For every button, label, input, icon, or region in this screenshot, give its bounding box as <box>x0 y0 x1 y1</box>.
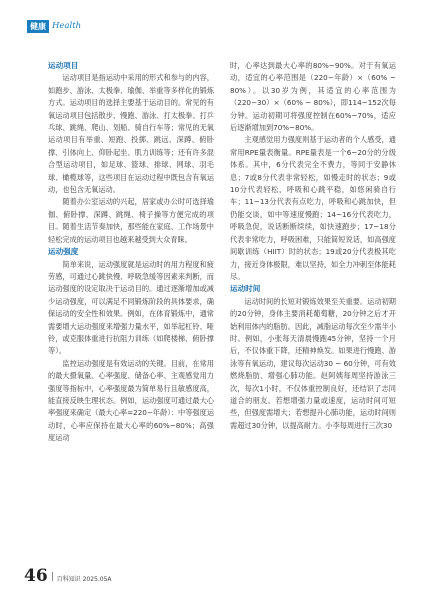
paragraph: 时，心率达到最大心率的80%~90%。对于有氧运动，适宜的心率范围是（220−年龄）×（60% ~ 80%）。以30岁为例，其适宜的心率范围为（220−30）×（60% ~ 80%），即114~152次每分钟。运动初期可将强度控制在60%~70%，适应后逐渐增加到70%~80%。 <box>230 61 396 133</box>
issue-label: 百科知识 2025.05A <box>56 576 112 583</box>
footer-divider <box>52 572 53 581</box>
page-footer <box>24 566 112 586</box>
page-number: 46 <box>24 566 48 586</box>
section-heading: 运动时间 <box>230 284 261 294</box>
left-column <box>48 60 214 445</box>
paragraph: 随着办公室运动的兴起，居家或办公时可选择瑜伽、俯卧撑、深蹲、跳绳、椅子操等方便完成的项目。随着生活节奏加快，那些能在家庭、工作场景中轻松完成的运动项目也越来越受到大众青睐。 <box>48 197 214 244</box>
right-column <box>230 60 396 432</box>
section-tag-en: Health <box>52 21 82 31</box>
paragraph: 监控运动强度是有效运动的关键。目前，在常用的最大摄氧量、心率强度、储备心率、主观感觉用力强度等指标中，心率强度最为简单易行且敏感度高，能直接反映生理状态。例如，运动强度可通过最大心率强度来确定（最大心率=220−年龄）：中等强度运动时，心率应保持在最大心率的60%~80%；高强度运动 <box>48 358 214 443</box>
section-heading: 运动强度 <box>48 247 79 257</box>
section-tag-cn: 健康 <box>27 20 49 33</box>
paragraph: 运动时间的长短对锻炼效果至关重要。运动初期的20分钟，身体主要消耗葡萄糖，20分钟之后才开始利用体内的脂肪。因此，减脂运动每次至少需半小时。例如，小张每天清晨慢跑45分钟，坚持一个月后，不仅体重下降，还精神焕发。如果进行慢跑、游泳等有氧运动，建议每次运动30 ~ 60分钟，可有效燃烧脂肪、增强心肺功能。赵阿姨每周坚持游泳三次，每次1小时，不仅体重控制良好，还结识了志同道合的朋友。若想增强力量或速度，运动时间可短些，但强度需增大；若想提升心肺功能，运动时间则需超过30分钟，以提高耐力。小李每周进行三次30 <box>230 296 396 430</box>
section-heading: 运动项目 <box>48 61 79 70</box>
paragraph: 简单来说，运动强度就是运动时的用力程度和疲劳感，可通过心跳快慢、呼吸急缓等因素来判断，而运动强度的设定取决于运动目的。通过逐渐增加或减少运动强度，可以满足不同锻炼阶段的具体要求，确保运动的安全性和效果。例如，在体育锻炼中，通常需要增大运动强度来增强力量水平，如举起杠铃、哑铃，或克服体重进行抗阻力训练（如爬楼梯、俯卧撑等）。 <box>48 259 214 356</box>
section-tag <box>27 20 81 33</box>
paragraph: 主观感觉用力强度则基于运动者的个人感受，通常用RPE量表衡量。RPE量表是一个6~20分的分级体系。其中，6分代表完全不费力，等同于安静休息；7或8分代表非常轻松，如慢走时的状态；9或10分代表轻松，呼吸和心跳平稳，如悠闲骑自行车；11~13分代表有点吃力，呼吸和心跳加快，但仍能交谈，如中等速度慢跑；14~16分代表吃力，呼吸急促，说话断断续续，如快速跑步；17~18分代表非常吃力，呼吸困难，只能简短说话，如高强度间歇训练（HIIT）时的状态；19或20分代表极其吃力，接近身体极限，难以坚持，如全力冲刺至体能耗尽。 <box>230 135 396 281</box>
paragraph: 运动项目是指运动中采用的形式和参与的内容，如跑步、游泳、太极拳、瑜伽、举重等多样化的锻炼方式。运动项目的选择主要基于运动目的。常见的有氧运动项目包括散步、慢跑、游泳、打太极拳、打乒乓球、跳绳、爬山、划船、骑自行车等；常见的无氧运动项目有举重、短跑、投掷、跳远、深蹲、俯卧撑、引体向上、仰卧起坐、肌力训练等；还有许多混合型运动项目，如足球、篮球、排球、网球、羽毛球、橄榄球等，这些项目在运动过程中既包含有氧运动，也包含无氧运动。 <box>48 73 214 195</box>
